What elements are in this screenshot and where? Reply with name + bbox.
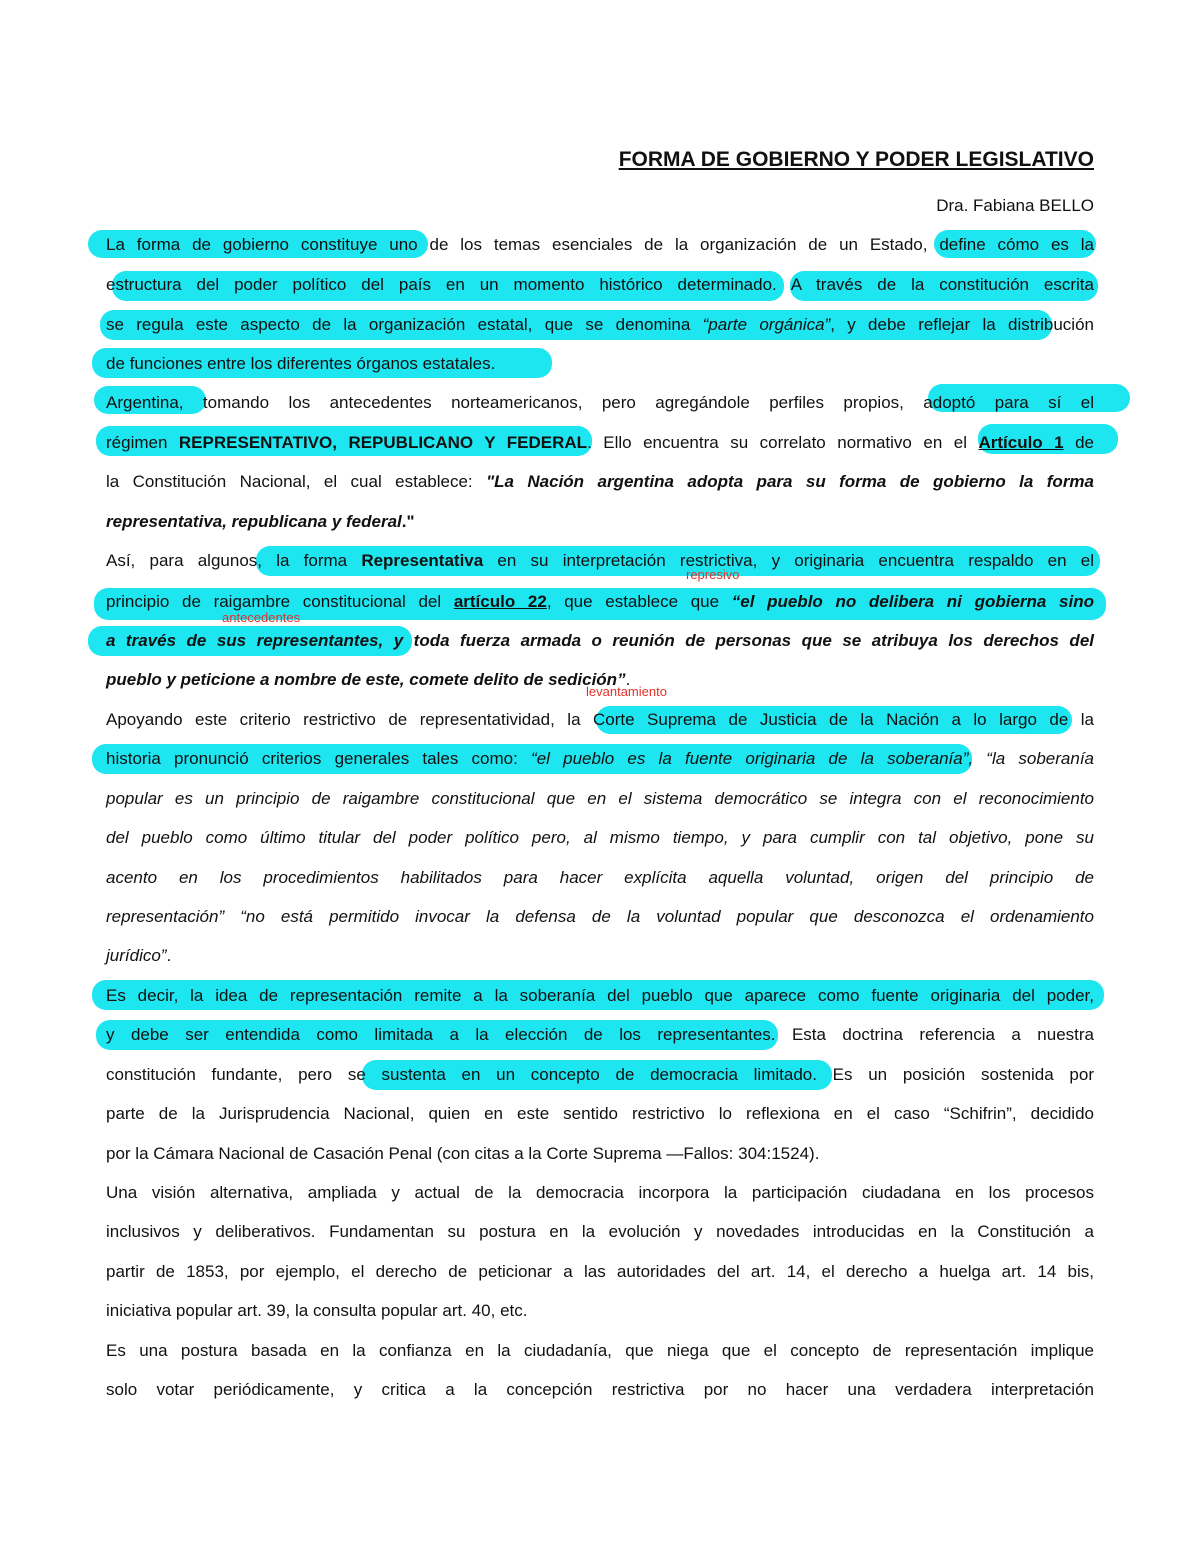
text-line: régimen REPRESENTATIVO, REPUBLICANO Y FEDERAL. Ello encuentra su correlato normativo en el Artículo 1 de <box>106 433 1095 452</box>
text-line: pueblo y peticione a nombre de este, comete delito de sedición”. <box>106 670 631 689</box>
text-line: inclusivos y deliberativos. Fundamentan su postura en la evolución y novedades introducidas en la Constitución a <box>106 1222 1094 1241</box>
text-line: Es una postura basada en la confianza en la ciudadanía, que niega que el concepto de representación implique <box>106 1341 1094 1360</box>
text-line: principio de raigambre constitucional del artículo 22, que establece que “el pueblo no delibera ni gobierna sino <box>106 592 1094 611</box>
text-line: constitución fundante, pero se sustenta en un concepto de democracia limitado. Es un posición sostenida por <box>106 1065 1094 1084</box>
text-line: iniciativa popular art. 39, la consulta popular art. 40, etc. <box>106 1301 528 1320</box>
text-line: Es decir, la idea de representación remite a la soberanía del pueblo que aparece como fuente originaria del poder, <box>106 986 1094 1005</box>
page-title: FORMA DE GOBIERNO Y PODER LEGISLATIVO <box>618 148 1094 171</box>
text-line: Argentina, tomando los antecedentes norteamericanos, pero agregándole perfiles propios, adoptó para sí el <box>106 393 1094 412</box>
text-line: La forma de gobierno constituye uno de los temas esenciales de la organización de un Estado, define cómo es la <box>106 235 1094 254</box>
text-line: partir de 1853, por ejemplo, el derecho de peticionar a las autoridades del art. 14, el derecho a huelga art. 14 bis, <box>106 1262 1094 1281</box>
annotation-represivo: represivo <box>686 567 740 582</box>
text-line: de funciones entre los diferentes órganos estatales. <box>106 354 496 373</box>
text-line: estructura del poder político del país en un momento histórico determinado. A través de la constitución escrita <box>106 275 1094 294</box>
text-line: parte de la Jurisprudencia Nacional, quien en este sentido restrictivo lo reflexiona en el caso “Schifrin”, decidido <box>106 1104 1094 1123</box>
text-line: representación” “no está permitido invocar la defensa de la voluntad popular que desconozca el ordenamiento <box>106 907 1094 926</box>
text-line: popular es un principio de raigambre constitucional que en el sistema democrático se integra con el reconocimiento <box>106 789 1094 808</box>
text-line: la Constitución Nacional, el cual establece: "La Nación argentina adopta para su forma de gobierno la forma <box>106 472 1095 491</box>
annotation-antecedentes: antecedentes <box>222 610 301 625</box>
text-line: y debe ser entendida como limitada a la elección de los representantes. Esta doctrina referencia a nuestra <box>106 1025 1094 1044</box>
text-line: Apoyando este criterio restrictivo de representatividad, la Corte Suprema de Justicia de la Nación a lo largo de la <box>106 710 1094 729</box>
text-line: Una visión alternativa, ampliada y actual de la democracia incorpora la participación ciudadana en los procesos <box>106 1183 1094 1202</box>
text-line: historia pronunció criterios generales tales como: “el pueblo es la fuente originaria de la soberanía”, “la soberanía <box>106 749 1094 768</box>
annotation-levantamiento: levantamiento <box>586 684 667 699</box>
text-line: Así, para algunos, la forma Representativa en su interpretación restrictiva, y originaria encuentra respaldo en el <box>106 551 1094 570</box>
text-line: acento en los procedimientos habilitados para hacer explícita aquella voluntad, origen del principio de <box>106 868 1094 887</box>
text-line: representativa, republicana y federal." <box>106 512 415 531</box>
author-line: Dra. Fabiana BELLO <box>936 196 1094 215</box>
text-line: del pueblo como último titular del poder político pero, al mismo tiempo, y para cumplir con tal objetivo, pone su <box>106 828 1094 847</box>
text-line: a través de sus representantes, y toda fuerza armada o reunión de personas que se atribuya los derechos del <box>106 631 1094 650</box>
text-line: jurídico”. <box>106 946 172 965</box>
text-line: por la Cámara Nacional de Casación Penal (con citas a la Corte Suprema —Fallos: 304:1524). <box>106 1144 820 1163</box>
text-line: solo votar periódicamente, y critica a la concepción restrictiva por no hacer una verdadera interpretación <box>106 1380 1094 1399</box>
text-line: se regula este aspecto de la organización estatal, que se denomina “parte orgánica”, y debe reflejar la distribución <box>106 315 1094 334</box>
